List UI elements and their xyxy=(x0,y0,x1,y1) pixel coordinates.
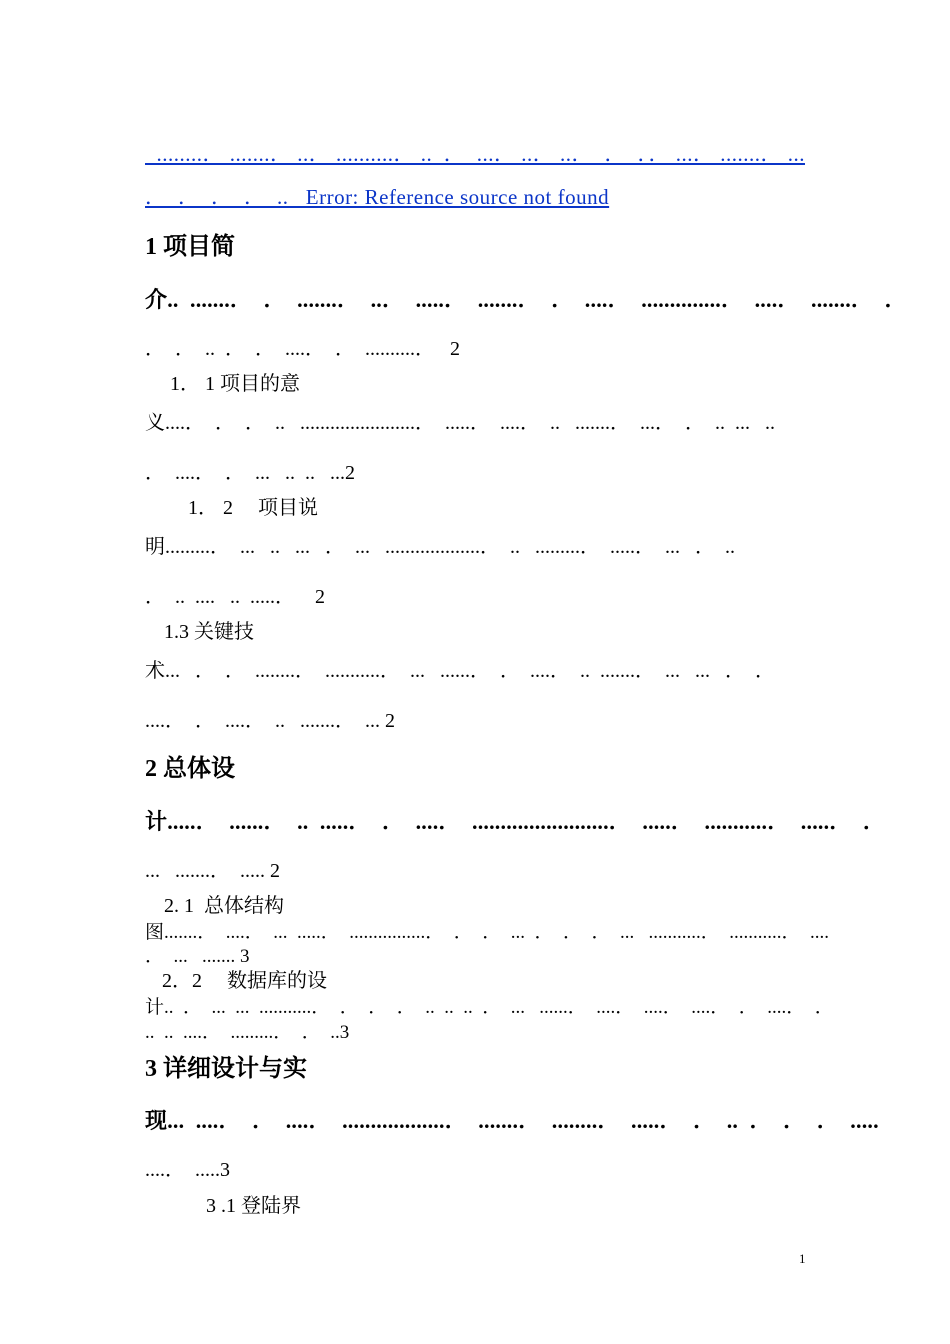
toc-link-line-1[interactable]: ........． .......． ..． ..........． .. ． ...． ..． ..． ． ．． ...． .......． ... xyxy=(145,142,805,166)
toc-heading-2-line-1: 计.....． ......． .. .....． ． ....． ........................． .....． ...........． .....． ． xyxy=(145,809,886,834)
toc-subheading-1-2: 1． 2 项目说 xyxy=(188,497,318,519)
toc-heading-1-line-1: 介.. .......． ． .......． ..． .....． .......． ． ....． ..............． ....． .......． ． xyxy=(145,287,907,312)
toc-subheading-2-2-line-2: .. .. ....． .........． ． ..3 xyxy=(145,1022,350,1043)
toc-subheading-1-2-line-1: 明.........． ... .. ... ． ... ...................． .. .........． .....． ... ． .. xyxy=(145,536,735,558)
toc-heading-2: 2 总体设 xyxy=(145,756,235,782)
toc-subheading-1-3: 1.3 关键技 xyxy=(164,621,254,643)
page-number: 1 xyxy=(799,1251,806,1266)
toc-heading-3-line-1: 现... ....． ． ....． ..................． .......． ........． .....． ． .. ． ． ． ..... xyxy=(145,1108,879,1133)
toc-subheading-2-1: 2. 1 总体结构 xyxy=(164,895,284,917)
toc-heading-3: 3 详细设计与实 xyxy=(145,1056,307,1082)
toc-subheading-2-1-line-1: 图.......． ....． ... .....． ................． ． ． ... ． ． ． ... ...........． ...........． .... xyxy=(145,922,830,943)
toc-link-line-2[interactable]: ． ． ． ． .. Error: Reference source not found xyxy=(145,185,610,209)
toc-subheading-2-2: 2．2 数据库的设 xyxy=(162,970,327,992)
toc-subheading-1-2-line-2: ． .. .... .. .....． 2 xyxy=(145,586,325,608)
toc-heading-1: 1 项目简 xyxy=(145,234,235,260)
toc-subheading-1-3-line-1: 术... ． ． ........． ...........． ... ......． ． ....． .. .......． ... ... ． ． xyxy=(145,660,775,682)
toc-subheading-2-1-line-2: ． ... ....... 3 xyxy=(145,946,250,967)
toc-subheading-2-2-line-1: 计.. ． ... ... ...........． ． ． ． .. .. .. ． ... ......． ....． ....． ....． ． ....． ． xyxy=(145,997,834,1018)
toc-subheading-1-1-line-1: 义....． ． ． .. .......................． .....． ....． .. .......． ...． ． .. ... .. xyxy=(145,412,775,434)
toc-subheading-3-1: 3 .1 登陆界 xyxy=(206,1195,301,1217)
toc-subheading-1-3-line-2: ....． ． ....． .. .......． ... 2 xyxy=(145,710,395,732)
toc-subheading-1-1: 1． 1 项目的意 xyxy=(170,373,300,395)
toc-heading-2-line-2: ... .......． ..... 2 xyxy=(145,860,280,882)
toc-subheading-1-1-line-2: ． ....． ． ... .. .. ...2 xyxy=(145,462,355,484)
toc-heading-1-line-2: ． ． .. ． ． ....． ． ..........． 2 xyxy=(145,338,460,360)
toc-heading-3-line-2: ....． .....3 xyxy=(145,1159,230,1181)
